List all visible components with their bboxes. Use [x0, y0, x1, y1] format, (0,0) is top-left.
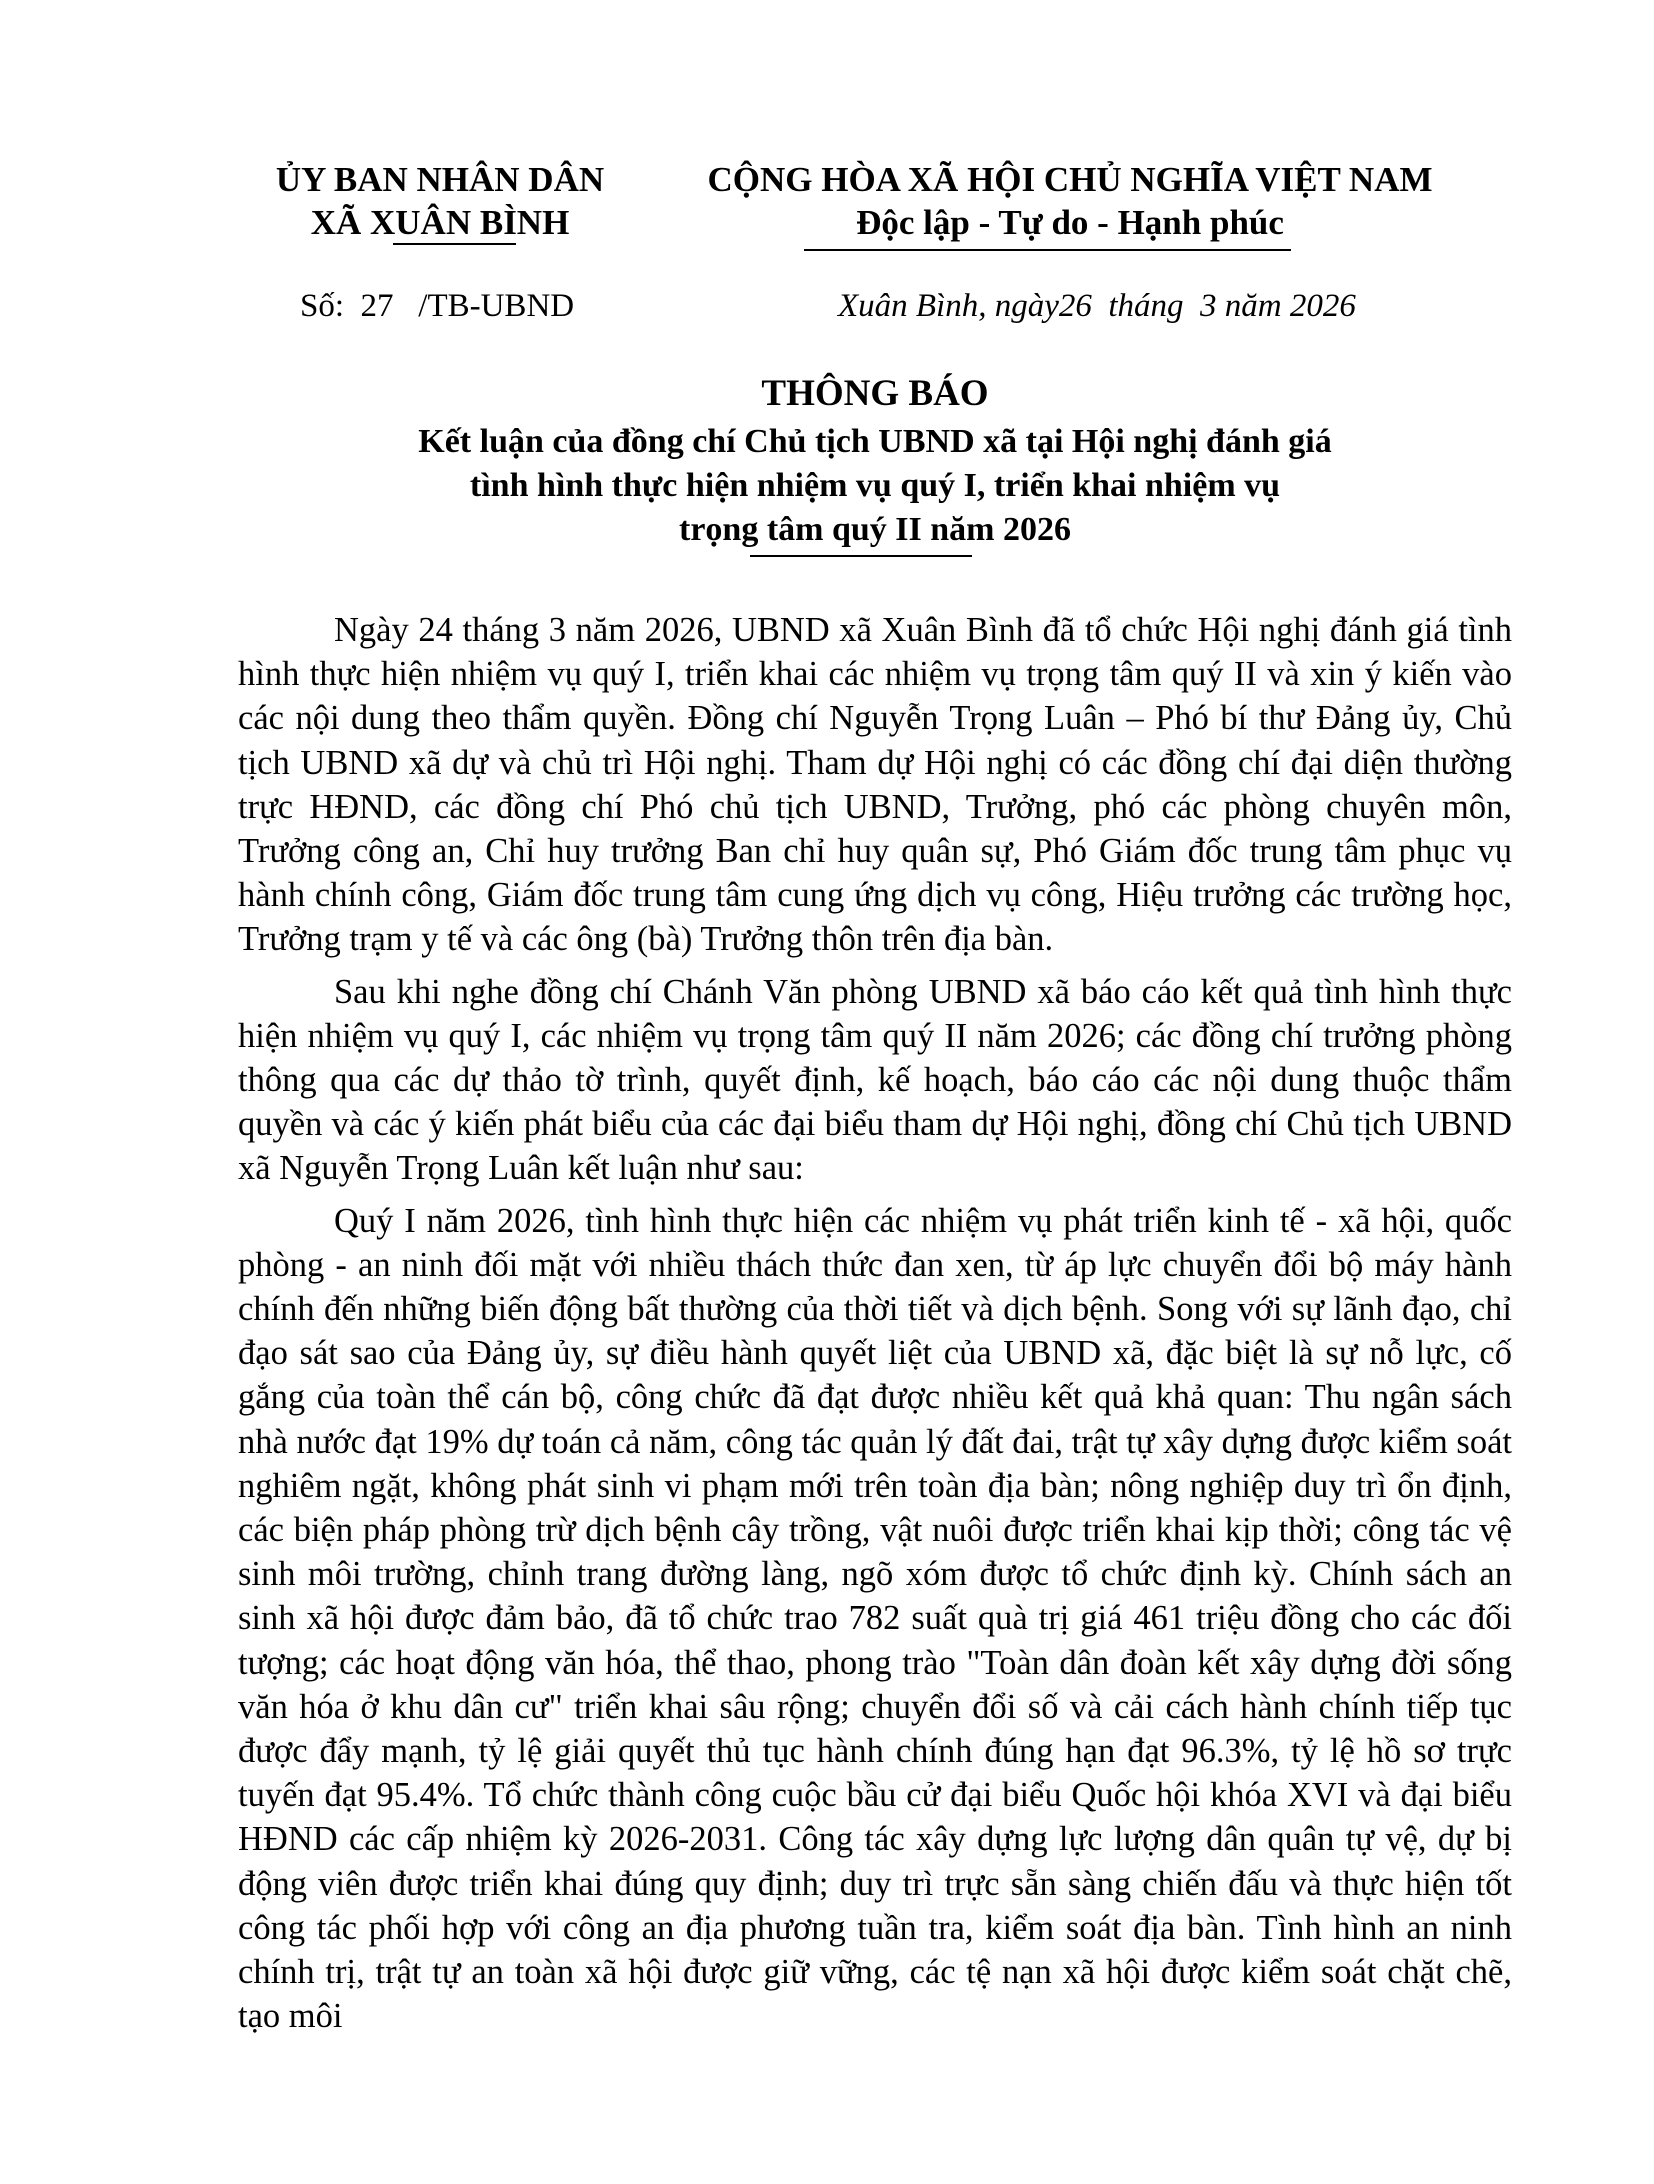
agency-line-2: XÃ XUÂN BÌNH [310, 203, 570, 242]
agency-line-1: ỦY BAN NHÂN DÂN [275, 160, 605, 199]
body-paragraph-3: Quý I năm 2026, tình hình thực hiện các nhiệm vụ phát triển kinh tế - xã hội, quốc phòng - an ninh đối mặt với nhiều thách thức đan xen, từ áp lực chuyển đổi bộ máy hành chính đến những biến động bất thường của thời tiết và dịch bệnh. Song với sự lãnh đạo, chỉ đạo sát sao của Đảng ủy, sự điều hành quyết liệt của UBND xã, đặc biệt là sự nỗ lực, cố gắng của toàn thể cán bộ, công chức đã đạt được nhiều kết quả khả quan: Thu ngân sách nhà nước đạt 19% dự toán cả năm, công tác quản lý đất đai, trật tự xây dựng được kiểm soát nghiêm ngặt, không phát sinh vi phạm mới trên toàn địa bàn; nông nghiệp duy trì ổn định, các biện pháp phòng trừ dịch bệnh cây trồng, vật nuôi được triển khai kịp thời; công tác vệ sinh môi trường, chỉnh trang đường làng, ngõ xóm được tổ chức định kỳ. Chính sách an sinh xã hội được đảm bảo, đã tổ chức trao 782 suất quà trị giá 461 triệu đồng cho các đối tượng; các hoạt động văn hóa, thể thao, phong trào "Toàn dân đoàn kết xây dựng đời sống văn hóa ở khu dân cư" triển khai sâu rộng; chuyển đổi số và cải cách hành chính tiếp tục được đẩy mạnh, tỷ lệ giải quyết thủ tục hành chính đúng hạn đạt 96.3%, tỷ lệ hồ sơ trực tuyến đạt 95.4%. Tổ chức thành công cuộc bầu cử đại biểu Quốc hội khóa XVI và đại biểu HĐND các cấp nhiệm kỳ 2026-2031. Công tác xây dựng lực lượng dân quân tự vệ, dự bị động viên được triển khai đúng quy định; duy trì trực sẵn sàng chiến đấu và thực hiện tốt công tác phối hợp với công an địa phương tuần tra, kiểm soát địa bàn. Tình hình an ninh chính trị, trật tự an toàn xã hội được giữ vững, các tệ nạn xã hội được kiểm soát chặt chẽ, tạo môi [238, 1201, 1512, 2036]
document-title: THÔNG BÁO [761, 373, 989, 414]
subtitle-line-1: Kết luận của đồng chí Chủ tịch UBND xã tại Hội nghị đánh giá [418, 423, 1332, 460]
agency-underline [393, 243, 516, 245]
subtitle-line-3: trọng tâm quý II năm 2026 [679, 511, 1071, 548]
motto-underline [804, 249, 1291, 251]
document-number: Số: 27 /TB-UBND [300, 288, 575, 324]
body-paragraph-2: Sau khi nghe đồng chí Chánh Văn phòng UBND xã báo cáo kết quả tình hình thực hiện nhiệm vụ quý I, các nhiệm vụ trọng tâm quý II năm 2026; các đồng chí trưởng phòng thông qua các dự thảo tờ trình, quyết định, kế hoạch, báo cáo các nội dung thuộc thẩm quyền và các ý kiến phát biểu của các đại biểu tham dự Hội nghị, đồng chí Chủ tịch UBND xã Nguyễn Trọng Luân kết luận như sau: [238, 972, 1512, 1188]
document-subtitle [240, 420, 1510, 552]
national-motto [660, 158, 1480, 244]
subtitle-line-2: tình hình thực hiện nhiệm vụ quý I, triển khai nhiệm vụ [469, 467, 1281, 504]
place-date: Xuân Bình, ngày26 tháng 3 năm 2026 [838, 288, 1356, 324]
body-paragraph-1: Ngày 24 tháng 3 năm 2026, UBND xã Xuân Bình đã tổ chức Hội nghị đánh giá tình hình thực hiện nhiệm vụ quý I, triển khai các nhiệm vụ trọng tâm quý II và xin ý kiến vào các nội dung theo thẩm quyền. Đồng chí Nguyễn Trọng Luân – Phó bí thư Đảng ủy, Chủ tịch UBND xã dự và chủ trì Hội nghị. Tham dự Hội nghị có các đồng chí đại diện thường trực HĐND, các đồng chí Phó chủ tịch UBND, Trưởng, phó các phòng chuyên môn, Trưởng công an, Chỉ huy trưởng Ban chỉ huy quân sự, Phó Giám đốc trung tâm phục vụ hành chính công, Giám đốc trung tâm cung ứng dịch vụ công, Hiệu trưởng các trường học, Trưởng trạm y tế và các ông (bà) Trưởng thôn trên địa bàn. [238, 611, 1512, 959]
motto: Độc lập - Tự do - Hạnh phúc [856, 203, 1284, 242]
issuing-agency [240, 158, 640, 244]
nation-name: CỘNG HÒA XÃ HỘI CHỦ NGHĨA VIỆT NAM [707, 160, 1433, 199]
document-body [238, 608, 1512, 2047]
title-underline [750, 555, 972, 557]
